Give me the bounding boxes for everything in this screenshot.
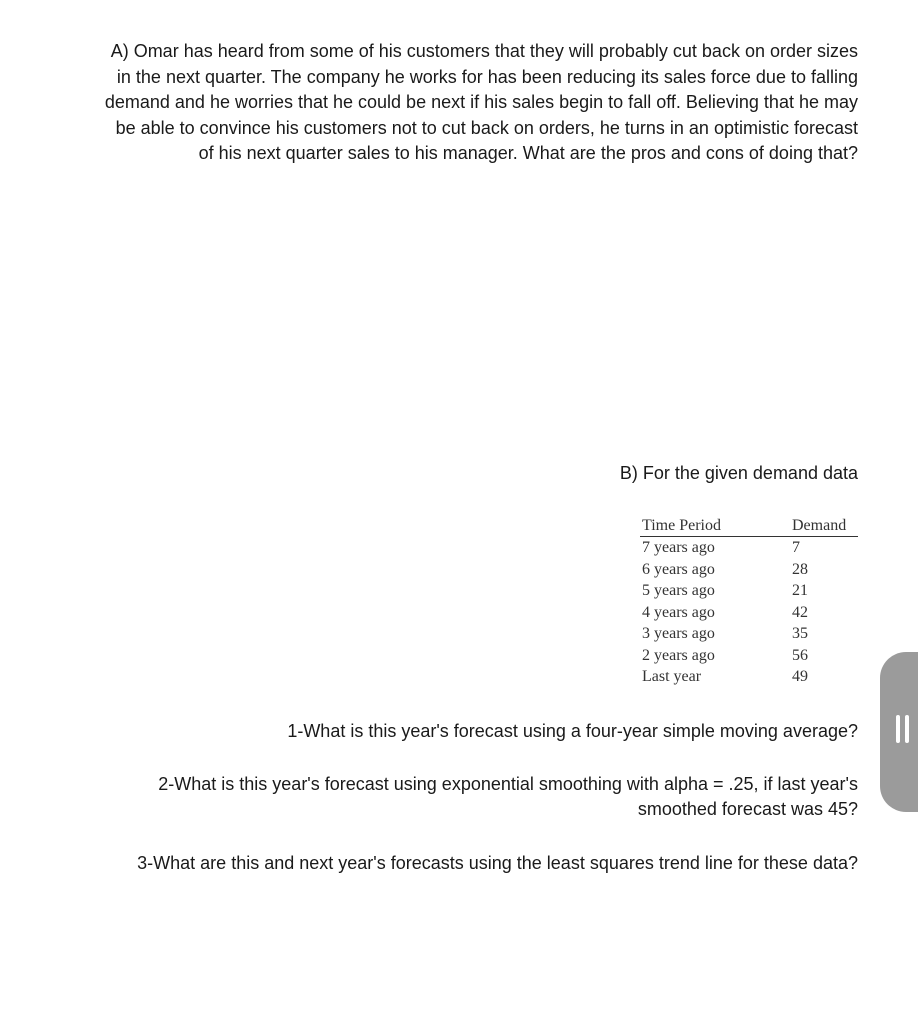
table-row xyxy=(640,645,858,667)
drag-handle-icon xyxy=(896,715,918,743)
table-row xyxy=(640,580,858,602)
time-period-header: Time Period xyxy=(640,515,790,537)
question-a-line: be able to convince his customers not to cut back on orders, he turns in an optimistic forecast xyxy=(115,117,858,138)
demand-cell: 56 xyxy=(792,646,808,664)
time-period-cell: 4 years ago xyxy=(642,603,715,621)
table-row xyxy=(640,623,858,645)
demand-cell: 35 xyxy=(792,625,808,642)
table-row xyxy=(640,537,858,559)
question-b2: 2-What is this year's forecast using exponential smoothing with alpha = .25, if last year's smoothed forecast was 45? xyxy=(158,774,858,819)
table-header-row xyxy=(640,515,858,537)
question-a-line: of his next quarter sales to his manager. What are the pros and cons of doing that? xyxy=(198,143,858,164)
table-row xyxy=(640,602,858,624)
demand-cell: 21 xyxy=(792,582,808,599)
time-period-cell: 3 years ago xyxy=(642,625,715,642)
question-a-line: in the next quarter. The company he works for has been reducing its sales force due to falling xyxy=(116,66,858,87)
question-a-line: demand and he worries that he could be next if his sales begin to fall off. Believing that he may xyxy=(104,92,858,113)
table-row xyxy=(640,666,858,688)
demand-table xyxy=(640,515,858,688)
table-row xyxy=(640,559,858,581)
demand-cell: 28 xyxy=(792,560,808,578)
demand-cell: 42 xyxy=(792,603,808,621)
demand-cell: 49 xyxy=(792,668,808,685)
demand-cell: 7 xyxy=(792,539,800,556)
time-period-cell: Last year xyxy=(642,668,702,685)
question-b3: 3-What are this and next year's forecasts using the least squares trend line for these data? xyxy=(137,853,858,873)
question-a-text xyxy=(40,39,858,167)
time-period-cell: 2 years ago xyxy=(642,646,715,664)
question-a-line: A) Omar has heard from some of his customers that they will probably cut back on order sizes xyxy=(110,41,858,61)
question-b-heading: B) For the given demand data xyxy=(619,463,858,483)
side-panel-tab[interactable] xyxy=(880,652,918,812)
time-period-cell: 5 years ago xyxy=(642,582,715,599)
time-period-cell: 6 years ago xyxy=(642,560,715,578)
question-b1: 1-What is this year's forecast using a four-year simple moving average? xyxy=(287,721,858,741)
demand-header: Demand xyxy=(790,515,858,537)
time-period-cell: 7 years ago xyxy=(642,539,715,556)
